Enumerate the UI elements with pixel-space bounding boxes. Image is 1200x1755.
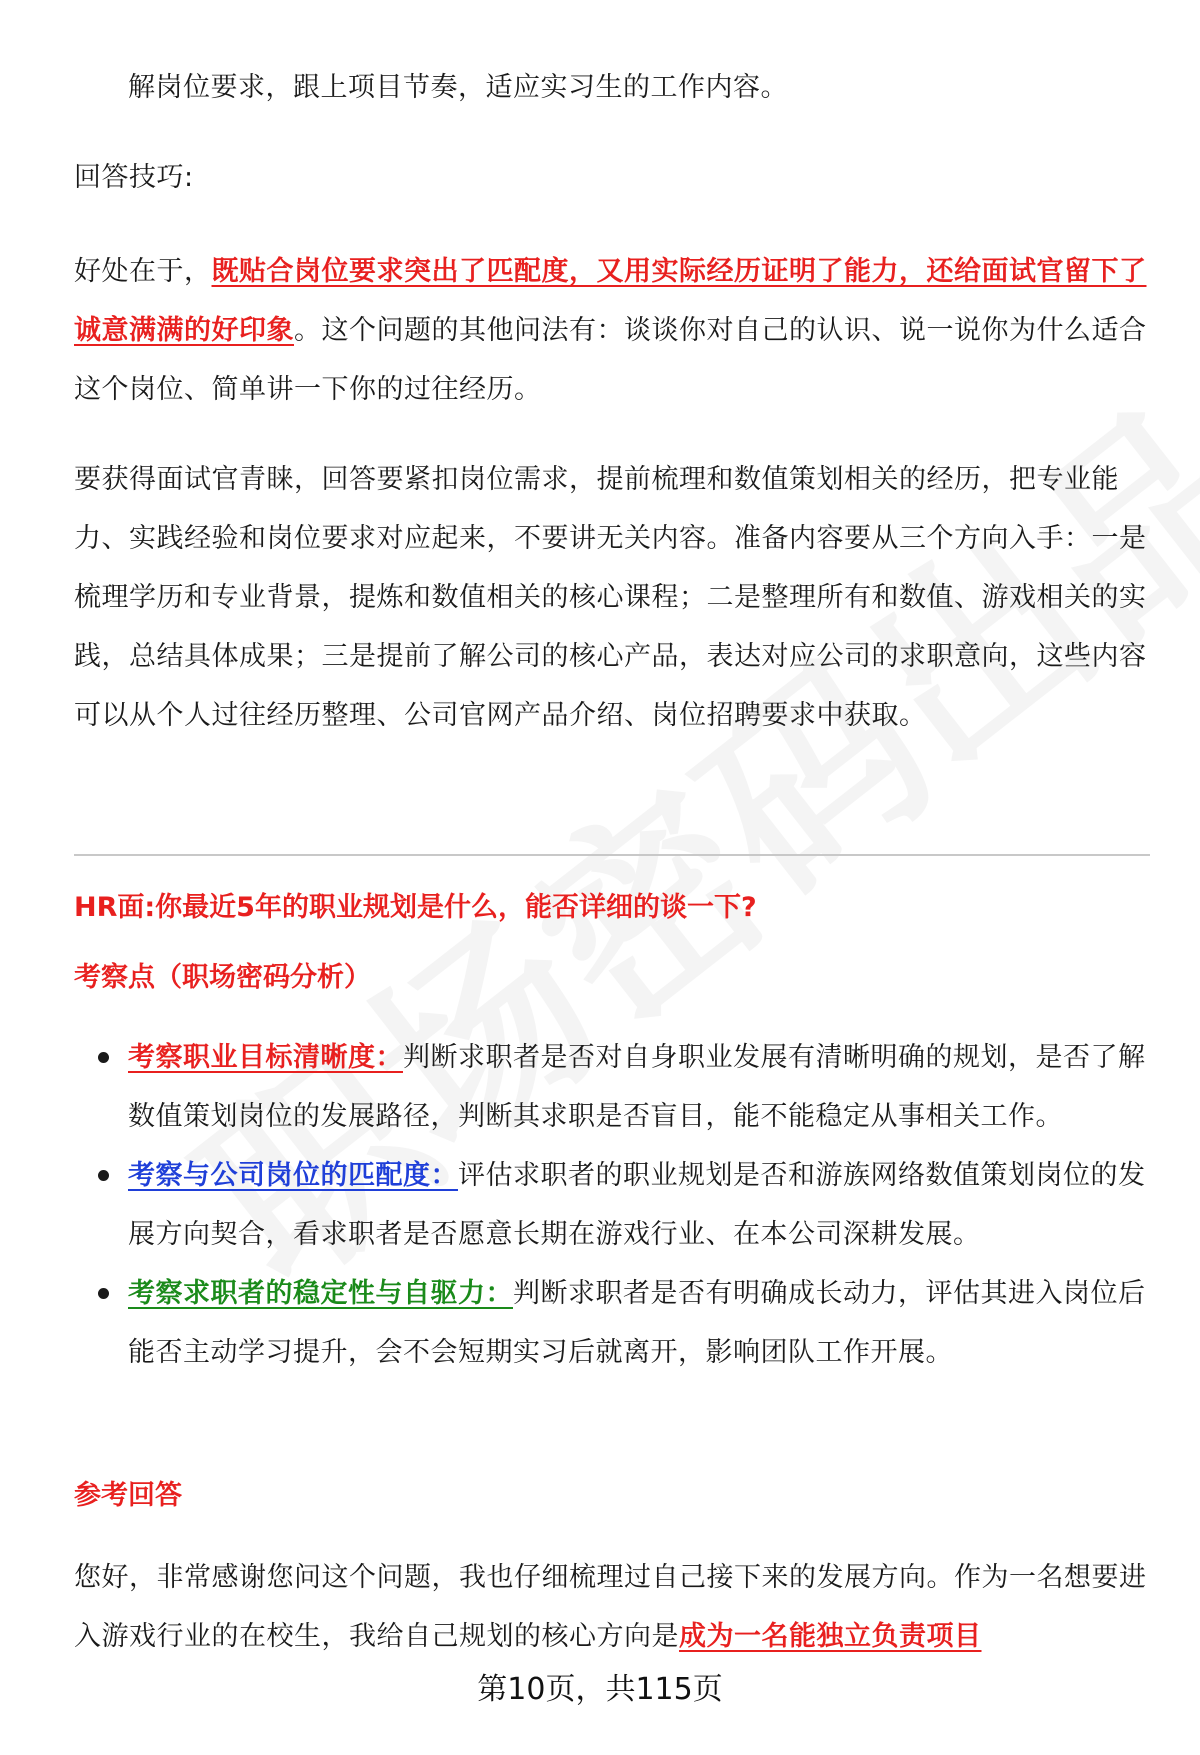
bullet-icon — [98, 1288, 109, 1299]
bullet-icon — [98, 1052, 109, 1063]
tips-prefix: 好处在于， — [74, 256, 212, 287]
tips-suffix: 。这个问题的其他问法有：谈谈你对自己的认识、说一说你为什么适合这个岗位、简单讲一下你的过往经历。 — [74, 315, 1147, 405]
analysis-list — [74, 1028, 1150, 1382]
analysis-point-text: 判断求职者是否对自身职业发展有清晰明确的规划，是否了解数值策划岗位的发展路径，判断其求职是否盲目，能不能稳定从事相关工作。 — [128, 1042, 1146, 1132]
analysis-point-2 — [74, 1146, 1150, 1264]
analysis-point-text: 判断求职者是否有明确成长动力，评估其进入岗位后能否主动学习提升，会不会短期实习后就离开，影响团队工作开展。 — [128, 1278, 1146, 1368]
tips-highlight: 既贴合岗位要求突出了匹配度，又用实际经历证明了能力，还给面试官留下了诚意满满的好印象 — [74, 256, 1147, 346]
bullet-icon — [98, 1170, 109, 1181]
reference-paragraph — [74, 1548, 1150, 1666]
reference-heading: 参考回答 — [74, 1480, 182, 1511]
page-footer: 第10页，共115页 — [477, 1672, 723, 1707]
analysis-heading: 考察点（职场密码分析） — [74, 962, 371, 993]
intro-tail-text: 解岗位要求，跟上项目节奏，适应实习生的工作内容。 — [128, 72, 788, 103]
reference-highlight: 成为一名能独立负责项目 — [679, 1621, 982, 1652]
reference-prefix: 您好，非常感谢您问这个问题，我也仔细梳理过自己接下来的发展方向。作为一名想要进入游戏行业的在校生，我给自己规划的核心方向是 — [74, 1562, 1147, 1652]
analysis-point-label: 考察与公司岗位的匹配度： — [128, 1160, 458, 1191]
section-divider — [74, 854, 1150, 856]
analysis-point-3 — [74, 1264, 1150, 1382]
analysis-point-label: 考察求职者的稳定性与自驱力： — [128, 1278, 513, 1309]
analysis-point-text: 评估求职者的职业规划是否和游族网络数值策划岗位的发展方向契合，看求职者是否愿意长期在游戏行业、在本公司深耕发展。 — [128, 1160, 1146, 1250]
prep-paragraph: 要获得面试官青睐，回答要紧扣岗位需求，提前梳理和数值策划相关的经历，把专业能力、实践经验和岗位要求对应起来，不要讲无关内容。准备内容要从三个方向入手：一是梳理学历和专业背景，提炼和数值相关的核心课程；二是整理所有和数值、游戏相关的实践，总结具体成果；三是提前了解公司的核心产品，表达对应公司的求职意向，这些内容可以从个人过往经历整理、公司官网产品介绍、岗位招聘要求中获取。 — [74, 464, 1147, 731]
question-title: HR面:你最近5年的职业规划是什么，能否详细的谈一下? — [74, 892, 757, 923]
tips-paragraph — [74, 242, 1150, 419]
analysis-point-1 — [74, 1028, 1150, 1146]
tips-label: 回答技巧: — [74, 162, 194, 193]
analysis-point-label: 考察职业目标清晰度： — [128, 1042, 403, 1073]
